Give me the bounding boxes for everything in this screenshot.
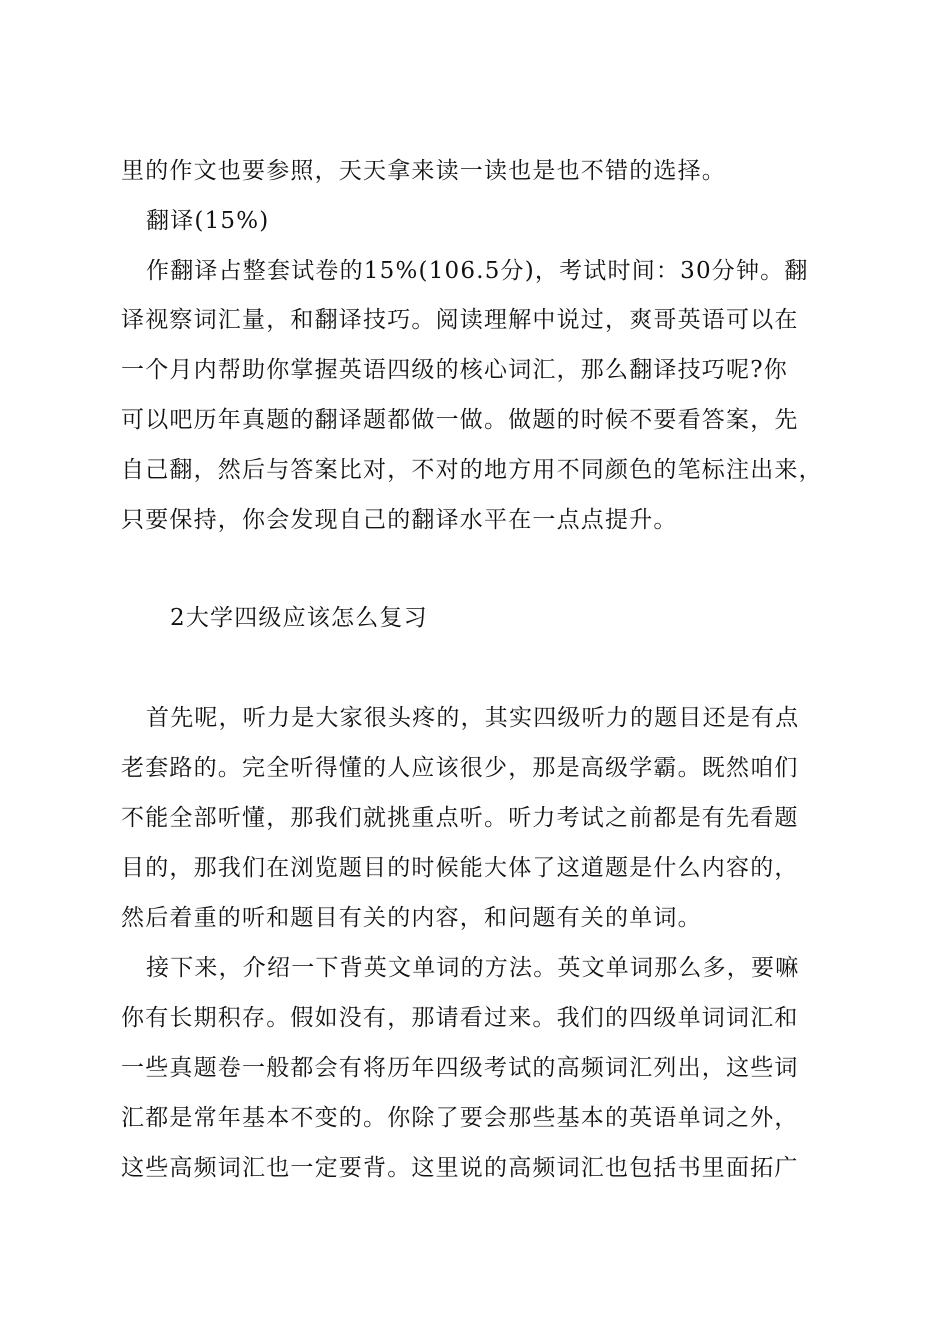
text-line: 一些真题卷一般都会有将历年四级考试的高频词汇列出，这些词 xyxy=(121,1055,799,1081)
text-line: 自己翻，然后与答案比对，不对的地方用不同颜色的笔标注出来， xyxy=(121,457,823,483)
section-heading: 2大学四级应该怎么复习 xyxy=(170,605,428,631)
text-line: 作翻译占整套试卷的15%(106.5分)，考试时间：30分钟。翻 xyxy=(146,258,809,284)
text-line: 接下来，介绍一下背英文单词的方法。英文单词那么多，要嘛 xyxy=(146,955,800,981)
text-line: 可以吧历年真题的翻译题都做一做。做题的时候不要看答案，先 xyxy=(121,407,799,433)
text-line: 老套路的。完全听得懂的人应该很少，那是高级学霸。既然咱们 xyxy=(121,755,799,781)
text-line: 只要保持，你会发现自己的翻译水平在一点点提升。 xyxy=(121,507,678,533)
text-line: 不能全部听懂，那我们就挑重点听。听力考试之前都是有先看题 xyxy=(121,805,799,831)
text-line: 汇都是常年基本不变的。你除了要会那些基本的英语单词之外， xyxy=(121,1105,799,1131)
text-line: 你有长期积存。假如没有，那请看过来。我们的四级单词词汇和 xyxy=(121,1005,799,1031)
text-line: 目的，那我们在浏览题目的时候能大体了这道题是什么内容的， xyxy=(121,855,799,881)
text-line: 这些高频词汇也一定要背。这里说的高频词汇也包括书里面拓广 xyxy=(121,1155,799,1181)
text-line: 译视察词汇量，和翻译技巧。阅读理解中说过，爽哥英语可以在 xyxy=(121,307,799,333)
text-line: 首先呢，听力是大家很头疼的，其实四级听力的题目还是有点 xyxy=(146,705,800,731)
text-line: 然后着重的听和题目有关的内容，和问题有关的单词。 xyxy=(121,905,702,931)
text-line: 里的作文也要参照，天天拿来读一读也是也不错的选择。 xyxy=(121,158,726,184)
section-label-translation: 翻译(15%) xyxy=(146,208,270,234)
text-line: 一个月内帮助你掌握英语四级的核心词汇，那么翻译技巧呢?你 xyxy=(121,357,788,383)
